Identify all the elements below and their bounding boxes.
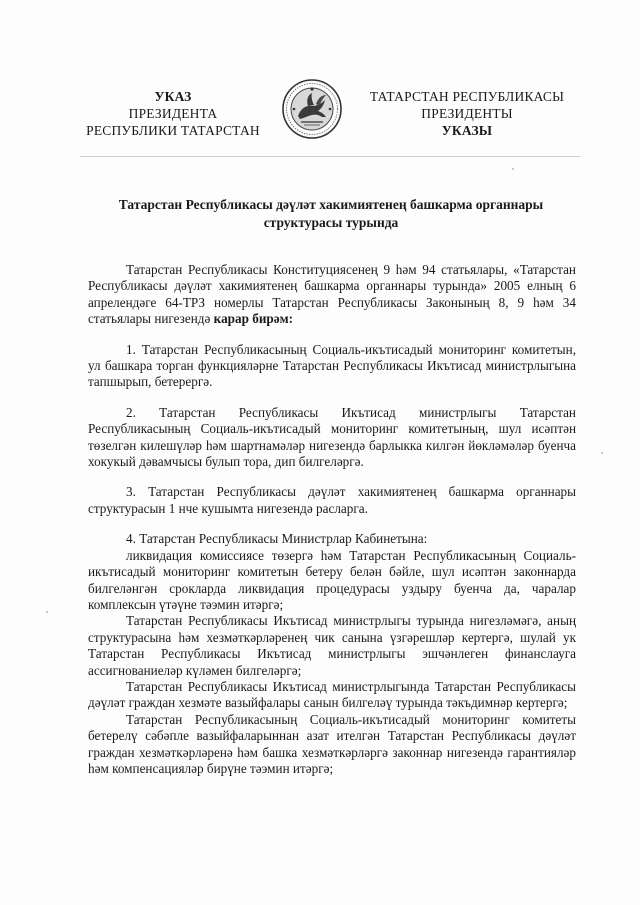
preamble-decision: карар бирәм: (213, 311, 293, 327)
item-4: 4. Татарстан Республикасы Министрлар Кабинетына: (126, 531, 428, 547)
header-left-line1: УКАЗ (154, 89, 192, 104)
subitem-4: Татарстан Республикасының Социаль-икътисадый мониторинг комитеты бетерелү сәбәпле вазыйфаларыннан азат ителгән Татарстан Республикасы дәүләт граждан хезмәткәрләренә һәм башка хезмәткәрләргә законнар нигезендә гарантияләр һәм компенсацияләр бирүне тәэмин итәргә; (88, 711, 576, 776)
item-3: 3. Татарстан Республикасы дәүләт хакимиятенең башкарма органнары структурасын 1 нче кушымта нигезендә расларга. (88, 484, 576, 516)
scan-speck (512, 168, 514, 170)
header-right-block (362, 88, 572, 139)
title-line2: структурасы турында (263, 215, 399, 230)
header-divider (80, 156, 580, 157)
header-right-line1: ТАТАРСТАН РЕСПУБЛИКАСЫ (369, 89, 565, 104)
document-body (88, 262, 576, 777)
coat-of-arms-icon (281, 78, 343, 140)
subitem-3: Татарстан Республикасы Икътисад министрлыгында Татарстан Республикасы дәүләт граждан хезмәте вазыйфалары санын билгеләү турында тәкъдимнәр кертергә; (88, 678, 576, 711)
item-2: 2. Татарстан Республикасы Икътисад министрлыгы Татарстан Республикасының Социаль-икътисадый мониторинг комитетының, шул исәптән төзелгән килешүләр һәм шартнамәләр нигезендә барлыкка килгән йөкләмәләр буенча хокукый дәвамчысы булып тора, дип билгеләргә. (88, 404, 576, 470)
header-left-line2: ПРЕЗИДЕНТА (128, 106, 218, 121)
preamble-paragraph (88, 262, 576, 328)
header-right-line2: ПРЕЗИДЕНТЫ (421, 106, 513, 121)
preamble-text: Татарстан Республикасы Конституциясенең 9 һәм 94 статьялары, «Татарстан Республикасы дәүләт хакимиятенең башкарма органнары турында» 2005 елның 6 апрелендәге 64-ТРЗ номерлы Татарстан Республикасы Законының 8, 9 һәм 34 статьялары нигезендә (88, 262, 576, 327)
scan-speck (46, 611, 48, 613)
subitem-2: Татарстан Республикасы Икътисад министрлыгы турында нигезләмәгә, аның структурасына һәм хезмәткәрләренең чик санына үзгәрешләр кертергә, шулай ук Татарстан Республикасы Икътисад министрлыгы эшчәнлеген финанслауга ассигнованиеләр күләмен билгеләргә; (88, 613, 576, 678)
scan-speck (601, 452, 603, 454)
title-line1: Татарстан Республикасы дәүләт хакимиятенең башкарма органнары (118, 197, 544, 212)
subitem-1: ликвидация комиссиясе төзергә һәм Татарстан Республикасының Социаль-икътисадый мониторинг комитетын бетеру белән бәйле, шул исәптән законнарда билгеләнгән срокларда ликвидация процедурасы уздыру буенча да, чаралар комплексын үтәүне тәэмин итәргә; (88, 547, 576, 612)
item-1: 1. Татарстан Республикасының Социаль-икътисадый мониторинг комитетын, ул башкара торган функцияләрне Татарстан Республикасы Икътисад министрлыгына тапшырып, бетерергә. (88, 341, 576, 390)
header-left-line3: РЕСПУБЛИКИ ТАТАРСТАН (86, 123, 260, 138)
document-title (88, 196, 574, 232)
header-right-line3: УКАЗЫ (441, 123, 493, 138)
header-left-block (78, 88, 268, 139)
